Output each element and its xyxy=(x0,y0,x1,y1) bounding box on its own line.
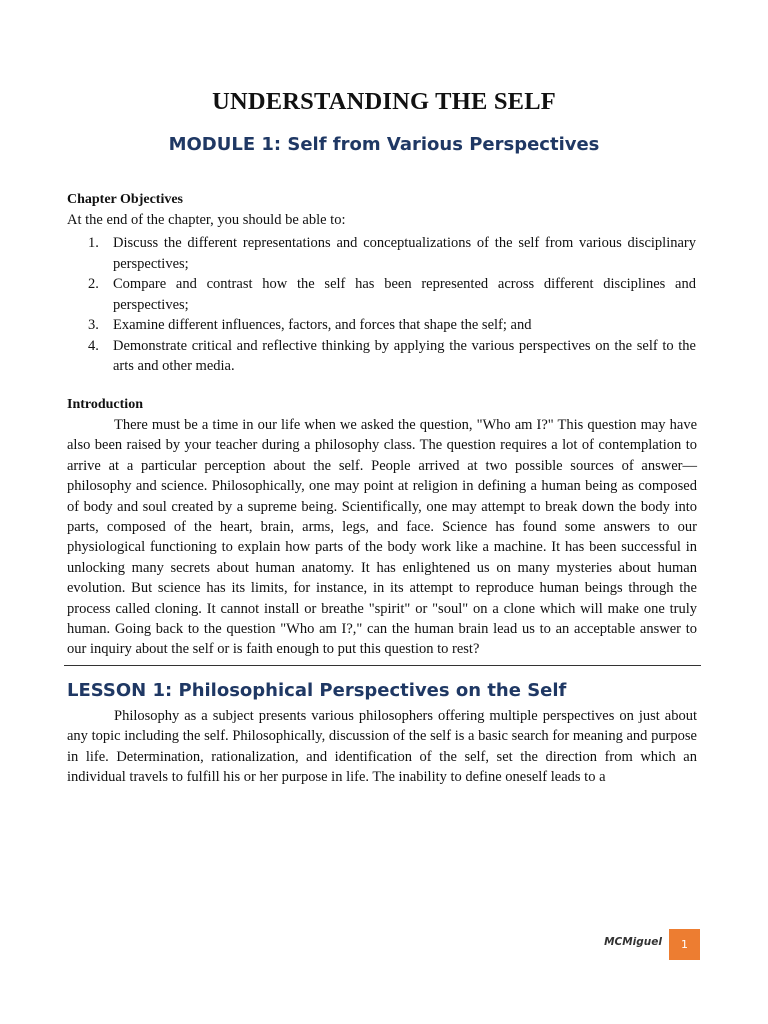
objective-item xyxy=(67,233,696,274)
section-divider xyxy=(64,665,701,666)
introduction-paragraph: There must be a time in our life when we asked the question, "Who am I?" This question may have also been raised by your teacher during a philosophy class. The question requires a lot of contemplation to arrive at a particular perception about the self. People arrived at two possible sources of answer—philosophy and science. Philosophically, one may point at religion in defining a human being as composed of body and soul created by a supreme being. Scientifically, one may attempt to break down the body into parts, composed of the heart, brain, arms, legs, and face. Science has found some answers to our physiological functioning to explain how parts of the body work like a machine. It has been successful in unlocking many secrets about human anatomy. It has enlightened us on many mysteries about human evolution. But science has its limits, for instance, in its attempt to reproduce human beings through the process called cloning. It cannot install or breathe "spirit" or "soul" on a clone which will make one truly human. Going back to the question "Who am I?," can the human brain lead us to an acceptable answer to our inquiry about the self or is faith enough to put this question to rest? xyxy=(67,417,697,658)
objective-text: Compare and contrast how the self has been represented across different disciplines and perspectives; xyxy=(113,276,696,313)
objective-number: 3. xyxy=(88,317,99,333)
page-number-badge: 1 xyxy=(669,929,700,960)
objective-text: Discuss the different representations and conceptualizations of the self from various disciplinary perspectives; xyxy=(113,235,696,272)
objective-item xyxy=(67,274,696,315)
objective-text: Examine different influences, factors, and forces that shape the self; and xyxy=(113,317,532,333)
objective-item xyxy=(67,336,696,377)
objective-number: 1. xyxy=(88,235,99,251)
lesson-paragraph: Philosophy as a subject presents various philosophers offering multiple perspectives on just about any topic including the self. Philosophically, discussion of the self is a basic search for meaning and purpose in life. Determination, rationalization, and identification of the self, set the direction from which an individual travels to fulfill his or her purpose in life. The inability to define oneself leads to a xyxy=(67,708,697,786)
lesson-title: LESSON 1: Philosophical Perspectives on the Self xyxy=(67,680,567,701)
objectives-intro: At the end of the chapter, you should be able to: xyxy=(67,212,346,228)
footer-author: MCMiguel xyxy=(604,936,662,948)
objectives-list xyxy=(67,233,696,377)
objective-item xyxy=(67,315,696,336)
objective-text: Demonstrate critical and reflective thinking by applying the various perspectives on the self to the arts and other media. xyxy=(113,337,696,374)
document-title: UNDERSTANDING THE SELF xyxy=(212,88,556,115)
module-title: MODULE 1: Self from Various Perspectives xyxy=(168,134,600,155)
introduction-heading: Introduction xyxy=(67,397,143,412)
objectives-heading: Chapter Objectives xyxy=(67,192,183,207)
objective-number: 4. xyxy=(88,337,99,354)
objective-number: 2. xyxy=(88,276,99,292)
